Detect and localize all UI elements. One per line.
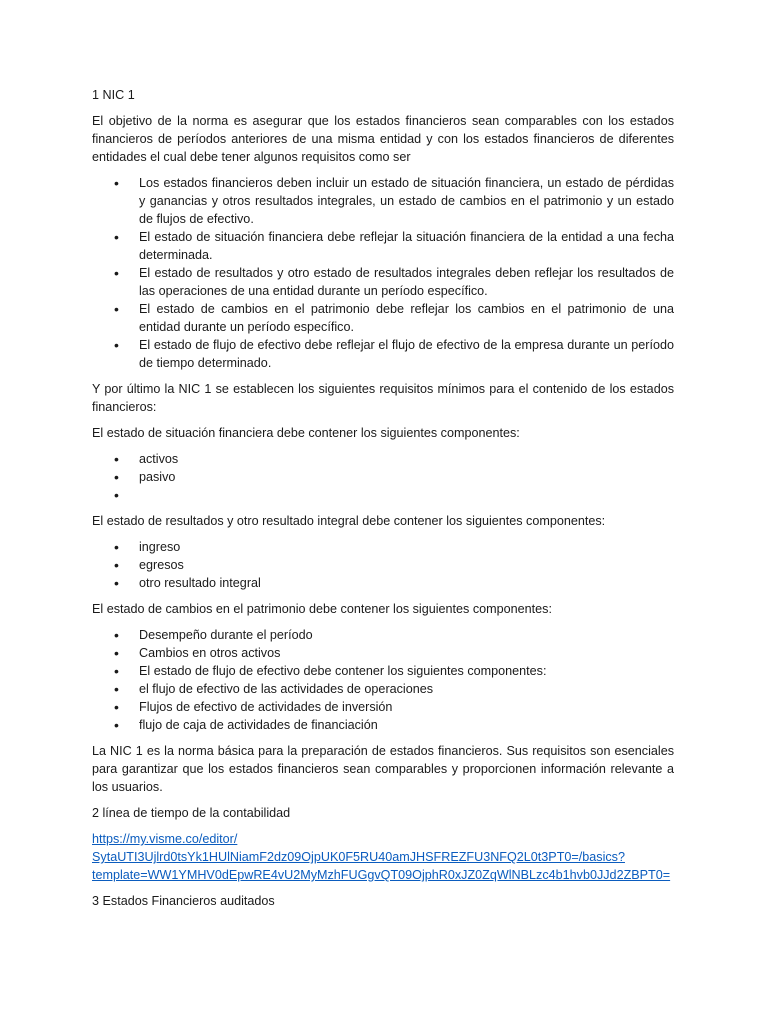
income-statement-intro: El estado de resultados y otro resultado integral debe contener los siguientes componentes: <box>92 514 606 528</box>
document-page <box>92 86 674 918</box>
list-item: • El estado de situación financiera debe reflejar la situación financiera de la entidad a una fecha determinada. <box>92 228 674 264</box>
list-item: • Los estados financieros deben incluir un estado de situación financiera, un estado de pérdidas y ganancias y otros resultados integrales, un estado de cambios en el patrimonio y un estado de flujos de efectivo. <box>92 174 674 228</box>
list-item: • otro resultado integral <box>92 574 674 592</box>
income-components-list <box>92 538 674 592</box>
section-heading-audited: 3 Estados Financieros auditados <box>92 894 275 908</box>
section-heading-nic1: 1 NIC 1 <box>92 88 135 102</box>
section-heading-timeline: 2 línea de tiempo de la contabilidad <box>92 806 291 820</box>
equity-components-list <box>92 626 674 734</box>
list-item: • Flujos de efectivo de actividades de inversión <box>92 698 674 716</box>
list-item: • ingreso <box>92 538 674 556</box>
minimum-requirements-paragraph: Y por último la NIC 1 se establecen los siguientes requisitos mínimos para el contenido de los estados financieros: <box>92 382 674 414</box>
requirements-list <box>92 174 674 372</box>
list-item: • El estado de flujo de efectivo debe contener los siguientes componentes: <box>92 662 674 680</box>
visme-link-line-1[interactable]: https://my.visme.co/editor/ <box>92 832 238 846</box>
list-item: • El estado de resultados y otro estado de resultados integrales deben reflejar los resultados de las operaciones de una entidad durante un período específico. <box>92 264 674 300</box>
balance-sheet-intro: El estado de situación financiera debe contener los siguientes componentes: <box>92 426 520 440</box>
list-item: • flujo de caja de actividades de financiación <box>92 716 674 734</box>
list-item: • pasivo <box>92 468 674 486</box>
list-item <box>92 486 674 504</box>
visme-link-block <box>92 830 674 884</box>
list-item: • activos <box>92 450 674 468</box>
visme-link-line-2[interactable]: SytaUTI3Ujlrd0tsYk1HUlNiamF2dz09OjpUK0F5RU40amJHSFREZFU3NFQ2L0t3PT0=/basics? <box>92 850 625 864</box>
list-item: • Cambios en otros activos <box>92 644 674 662</box>
equity-statement-intro: El estado de cambios en el patrimonio debe contener los siguientes componentes: <box>92 602 552 616</box>
intro-paragraph: El objetivo de la norma es asegurar que los estados financieros sean comparables con los estados financieros de períodos anteriores de una misma entidad y con los estados financieros de diferentes entidades el cual debe tener algunos requisitos como ser <box>92 114 674 164</box>
list-item: • el flujo de efectivo de las actividades de operaciones <box>92 680 674 698</box>
conclusion-paragraph: La NIC 1 es la norma básica para la preparación de estados financieros. Sus requisitos son esenciales para garantizar que los estados financieros sean comparables y proporcionen información relevante a los usuarios. <box>92 744 674 794</box>
list-item: • Desempeño durante el período <box>92 626 674 644</box>
list-item: • El estado de flujo de efectivo debe reflejar el flujo de efectivo de la empresa durante un período de tiempo determinado. <box>92 336 674 372</box>
balance-components-list <box>92 450 674 504</box>
list-item: • egresos <box>92 556 674 574</box>
list-item: • El estado de cambios en el patrimonio debe reflejar los cambios en el patrimonio de una entidad durante un período específico. <box>92 300 674 336</box>
visme-link-line-3[interactable]: template=WW1YMHV0dEpwRE4vU2MyMzhFUGgvQT09OjphR0xJZ0ZqWlNBLzc4b1hvb0JJd2ZBPT0= <box>92 868 671 882</box>
